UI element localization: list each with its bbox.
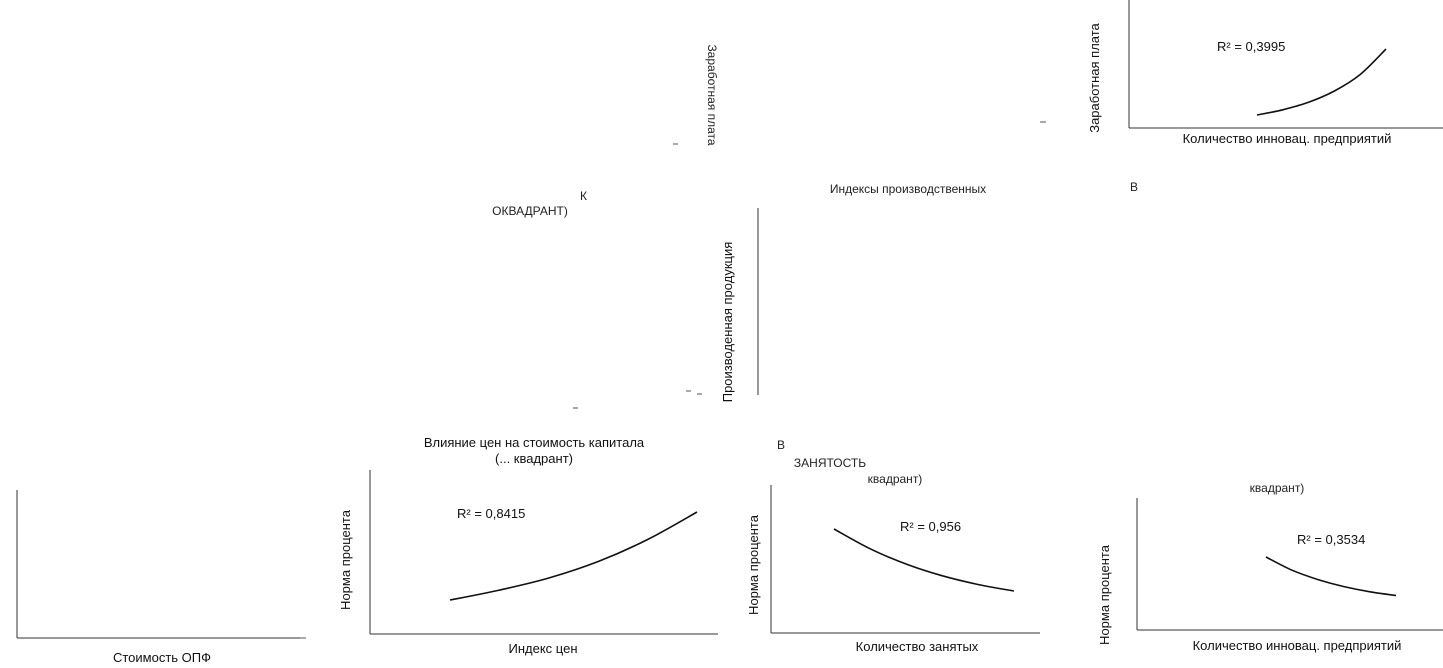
c1-trendline-label: R² = 0,8415 <box>457 506 526 521</box>
c0-trendline-label: R² = 0,3995 <box>1217 39 1286 54</box>
c2-trendline-label: R² = 0,956 <box>900 519 962 534</box>
c3-series-line <box>1266 557 1396 596</box>
c1-y-label: Норма процента <box>338 510 353 610</box>
c3-y-label: Норма процента <box>1097 545 1112 645</box>
fragment-b-right: В <box>1130 180 1139 194</box>
chart-rate-vs-employed <box>746 485 1040 654</box>
fragment-zanyatost: ЗАНЯТОСТЬ <box>793 456 867 470</box>
c2-series-line <box>834 529 1014 591</box>
fragment-b-middle: В <box>777 438 786 452</box>
chart-rate-vs-innovative <box>1097 498 1443 653</box>
fragment-kvadrant-right: квадрант) <box>1249 481 1305 495</box>
c0-y-label: Заработная плата <box>1087 23 1102 133</box>
fragment-kvadrant-left: ОКВАДРАНТ) <box>492 204 568 218</box>
c0-x-label: Количество инновац. предприятий <box>1182 131 1392 146</box>
c1-series-line <box>450 512 697 600</box>
fragment-k-letter: К <box>580 189 587 203</box>
c0-series-line <box>1257 49 1386 115</box>
c2-y-label: Норма процента <box>746 515 761 615</box>
fragment-rotated-top: Заработная плата <box>705 44 719 146</box>
chart-fixed-assets-empty <box>17 490 300 665</box>
chart-output-empty <box>720 208 758 402</box>
c1-title: Влияние цен на стоимость капитала <box>423 435 645 450</box>
c1-x-label: Индекс цен <box>508 641 578 656</box>
chart-rate-vs-price-index <box>338 435 718 656</box>
fragment-kvadrant-mid: квадрант) <box>867 472 923 486</box>
c3-trendline-label: R² = 0,3534 <box>1297 532 1366 547</box>
fragment-top-middle: Индексы производственных <box>829 182 987 196</box>
c3-x-label: Количество инновац. предприятий <box>1192 638 1402 653</box>
c4-y-label: Производенная продукция <box>720 241 735 403</box>
chart-wage-vs-innovative <box>1087 0 1443 146</box>
c5-x-label: Стоимость ОПФ <box>112 650 212 665</box>
c1-subtitle: (... квадрант) <box>495 451 573 466</box>
c2-x-label: Количество занятых <box>855 639 979 654</box>
